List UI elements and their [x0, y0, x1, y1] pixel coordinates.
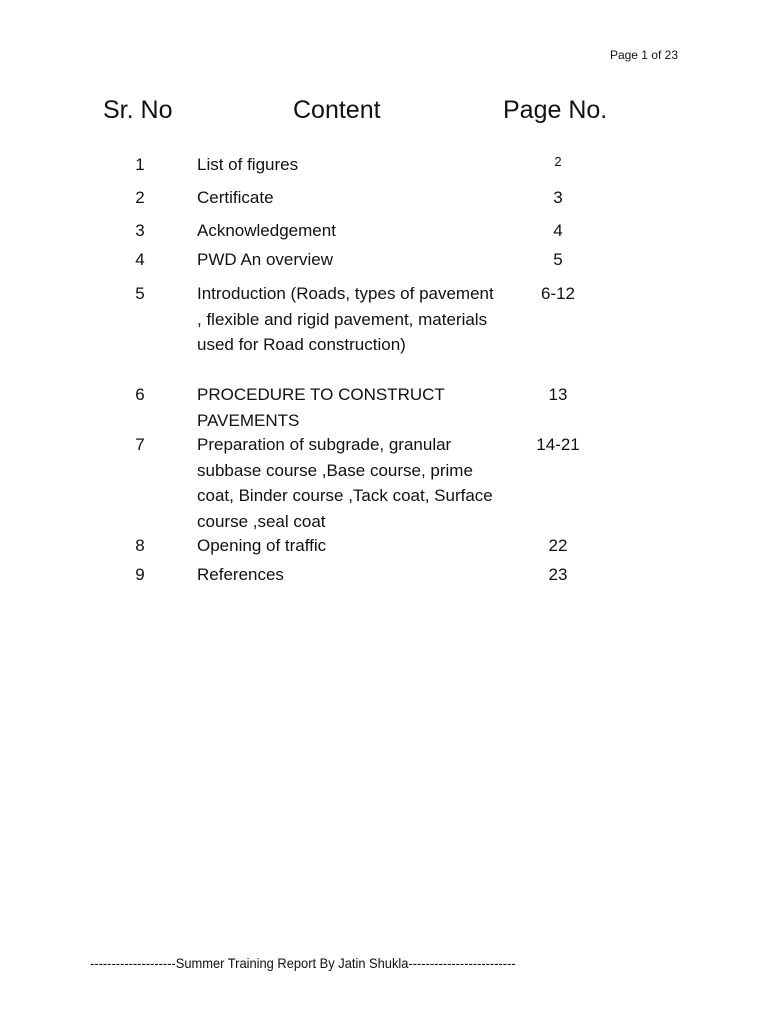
toc-page: 23	[548, 565, 568, 584]
toc-content: PWD An overview	[197, 250, 334, 269]
toc-page: 5	[553, 250, 563, 269]
toc-page: 3	[553, 188, 563, 207]
toc-content: Certificate	[197, 188, 274, 207]
header-page-no: Page No.	[503, 96, 608, 124]
toc-content: Acknowledgement	[197, 221, 336, 240]
toc-sr: 5	[135, 284, 145, 303]
toc-content: PROCEDURE TO CONSTRUCT PAVEMENTS	[197, 385, 445, 430]
toc-content: References	[197, 565, 284, 584]
header-sr-no: Sr. No	[103, 96, 173, 124]
page-number: Page 1 of 23	[609, 48, 678, 62]
toc-sr: 7	[135, 435, 145, 454]
toc-page: 14-21	[536, 435, 580, 454]
toc-content: Preparation of subgrade, granular subbase course ,Base course, prime coat, Binder course ,Tack coat, Surface course ,seal coat	[197, 435, 493, 531]
toc-page: 13	[548, 385, 568, 404]
toc-sr: 2	[135, 188, 145, 207]
toc-sr: 8	[135, 536, 145, 555]
toc-page: 6-12	[540, 284, 576, 303]
toc-sr: 3	[135, 221, 145, 240]
toc-sr: 1	[135, 155, 145, 174]
header-content: Content	[293, 96, 381, 124]
toc-content: Opening of traffic	[197, 536, 327, 555]
footer-text: --------------------Summer Training Report By Jatin Shukla-------------------------	[90, 955, 516, 971]
toc-content: Introduction (Roads, types of pavement , flexible and rigid pavement, materials used for Road construction)	[197, 284, 494, 354]
toc-page: 2	[554, 154, 562, 169]
toc-content: List of figures	[197, 155, 299, 174]
toc-page: 4	[553, 221, 563, 240]
toc-sr: 4	[135, 250, 145, 269]
toc-sr: 9	[135, 565, 145, 584]
toc-sr: 6	[135, 385, 145, 404]
toc-page: 22	[548, 536, 568, 555]
